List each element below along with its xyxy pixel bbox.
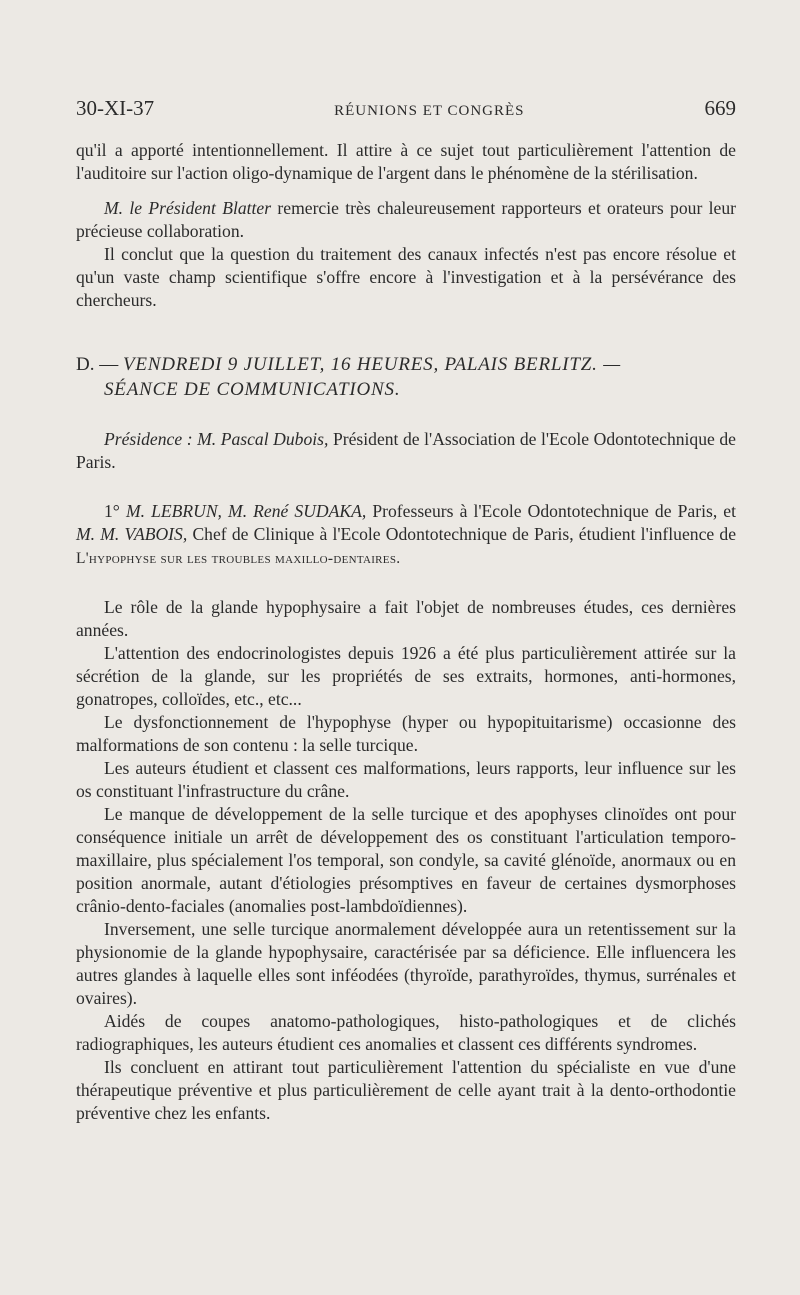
- presidence-paragraph: [76, 428, 736, 474]
- communication-number: 1°: [104, 501, 126, 521]
- page: [76, 96, 736, 1125]
- communication-text: Professeurs à l'Ecole Odontotechnique de Paris, et: [366, 501, 737, 521]
- header-title: RÉUNIONS ET CONGRÈS: [334, 103, 525, 119]
- section-heading: [76, 352, 736, 402]
- heading-line-2: SÉANCE DE COMMUNICATIONS.: [104, 379, 401, 400]
- heading-line-1: VENDREDI 9 JUILLET, 16 HEURES, PALAIS BERLITZ. —: [122, 354, 621, 375]
- paragraph: Ils concluent en attirant tout particulièrement l'attention du spécialiste en vue d'une thérapeutique préventive et plus particulièrement de celle ayant trait à la dento-orthodontie préventive chez les enfants.: [76, 1057, 736, 1123]
- paragraph: Le manque de développement de la selle turcique et des apophyses clinoïdes ont pour conséquence initiale un arrêt de développement des os constituant l'articulation temporo-maxillaire, plus spécialement l'os temporal, son condyle, sa cavité glénoïde, anormaux ou en position anormale, autant d'étiologies présomptives en faveur de certaines dysmorphoses crânio-dento-faciales (anomalies post-lambdoïdiennes).: [76, 804, 736, 916]
- paragraph: [76, 197, 736, 243]
- paragraph: Il conclut que la question du traitement des canaux infectés n'est pas encore résolue et qu'un vaste champ scientifique s'offre encore à l'investigation et à la persévérance des chercheurs.: [76, 244, 736, 310]
- paragraph-text: remercie très chaleureusement rapporteurs et orateurs pour leur précieuse collaboration.: [76, 198, 736, 241]
- paragraph: Les auteurs étudient et classent ces malformations, leurs rapports, leur influence sur les os constituant l'infrastructure du crâne.: [76, 758, 736, 801]
- paragraph: qu'il a apporté intentionnellement. Il attire à ce sujet tout particulièrement l'attention de l'auditoire sur l'action oligo-dynamique de l'argent dans le phénomène de la stérilisation.: [76, 140, 736, 183]
- running-head: [76, 96, 736, 121]
- communication-text-2: Chef de Clinique à l'Ecole Odontotechnique de Paris, étudient l'influence de: [187, 524, 737, 544]
- page-number: 669: [704, 96, 736, 120]
- paragraph: Le rôle de la glande hypophysaire a fait l'objet de nombreuses études, ces dernières années.: [76, 597, 736, 640]
- communication-paragraph: [76, 500, 736, 570]
- header-date: 30-XI-37: [76, 96, 155, 120]
- author-names-2: M. M. VABOIS,: [76, 524, 188, 544]
- author-names: M. LEBRUN, M. René SUDAKA,: [125, 501, 367, 521]
- paragraph: Inversement, une selle turcique anormalement développée aura un retentissement sur la physionomie de la glande hypophysaire, caractérisée par sa déficience. Elle influencera les autres glandes à laquelle elles sont inféodées (thyroïde, parathyroïdes, thymus, surrénales et ovaires).: [76, 919, 736, 1008]
- heading-prefix: D. —: [76, 354, 123, 375]
- paragraph: Le dysfonctionnement de l'hypophyse (hyper ou hypopituitarisme) occasionne des malformations de son contenu : la selle turcique.: [76, 712, 736, 755]
- speaker-name: M. le Président Blatter: [104, 198, 272, 218]
- presidence-text: Président de l'Association de l'Ecole Odontotechnique de Paris.: [76, 429, 736, 472]
- communication-title: L'hypophyse sur les troubles maxillo-dentaires.: [76, 550, 401, 567]
- presidence-label: Présidence : M. Pascal Dubois,: [104, 429, 329, 449]
- paragraph: Aidés de coupes anatomo-pathologiques, histo-pathologiques et de clichés radiographiques, les auteurs étudient ces anomalies et classent ces différents syndromes.: [76, 1011, 736, 1054]
- paragraph: L'attention des endocrinologistes depuis 1926 a été plus particulièrement attirée sur la sécrétion de la glande, sur les propriétés de ses extraits, hormones, anti-hormones, gonatropes, colloïdes, etc., etc...: [76, 643, 736, 709]
